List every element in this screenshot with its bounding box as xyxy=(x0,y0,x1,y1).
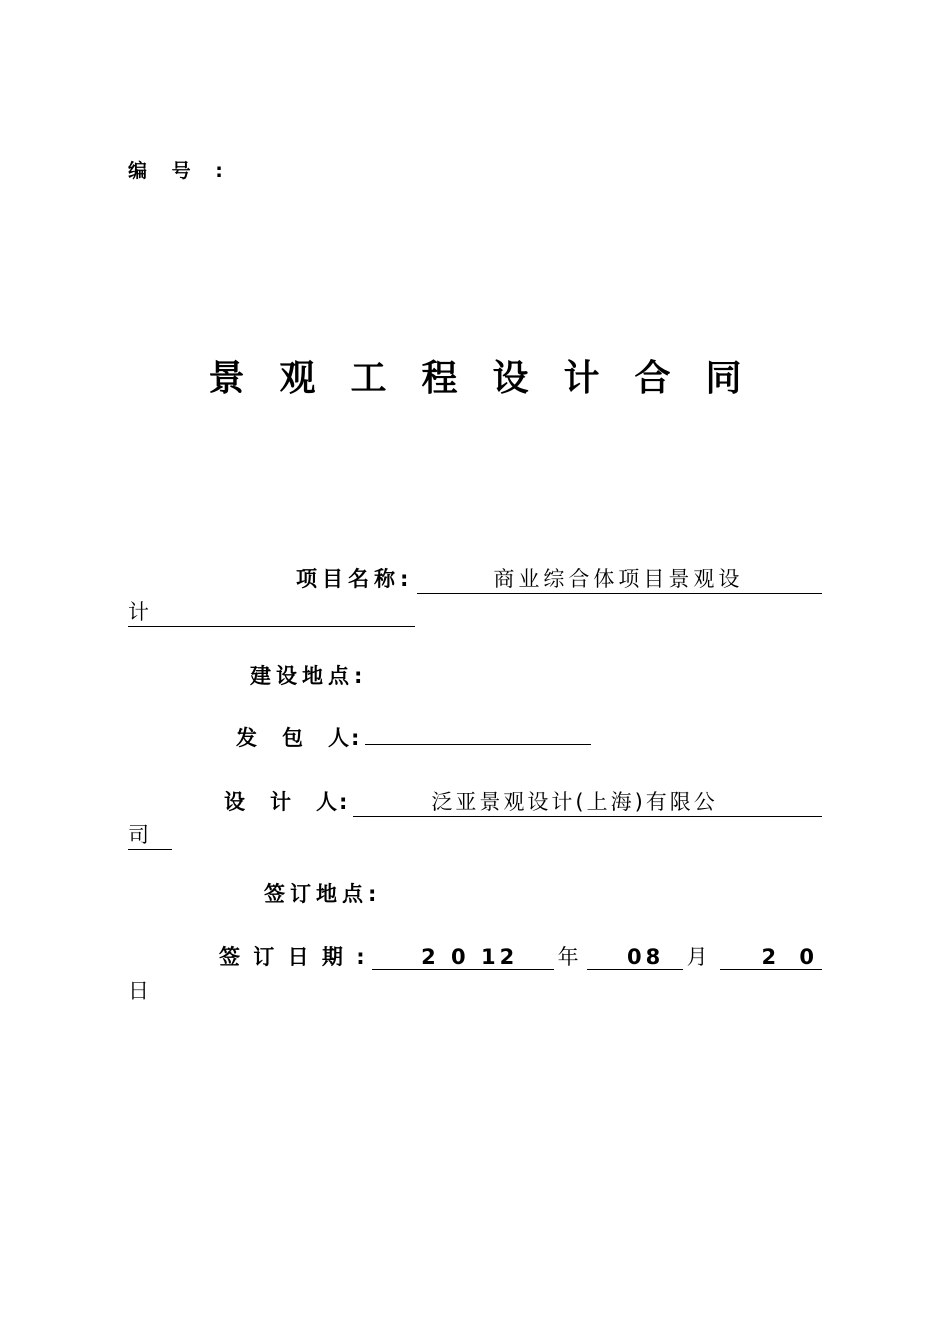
title-char: 合 xyxy=(634,358,671,399)
designer-value: 泛亚景观设计(上海)有限公 xyxy=(353,786,822,817)
signing-date-label: 签 订 日 期 : xyxy=(219,945,368,969)
title-char: 同 xyxy=(705,358,742,399)
day-unit: 日 xyxy=(128,979,153,1003)
year-unit: 年 xyxy=(557,945,583,969)
signing-day-value: 2 0 xyxy=(720,945,822,970)
title-char: 设 xyxy=(492,358,529,399)
title-char: 程 xyxy=(421,358,458,399)
project-name-value-wrap: 计 xyxy=(128,596,415,627)
title-char: 景 xyxy=(208,358,245,399)
document-title xyxy=(0,350,950,401)
title-char: 计 xyxy=(563,358,600,399)
client-row xyxy=(236,722,591,752)
construction-location-label: 建设地点: xyxy=(250,664,368,688)
title-char: 观 xyxy=(279,358,316,399)
month-unit: 月 xyxy=(686,945,712,969)
project-name-row xyxy=(296,563,822,594)
signing-year-value: 2 0 12 xyxy=(372,945,554,970)
designer-label: 设 计 人: xyxy=(224,790,350,814)
project-name-value: 商业综合体项目景观设 xyxy=(417,563,822,594)
signing-location-label: 签订地点: xyxy=(264,882,382,906)
signing-date-row xyxy=(219,941,822,971)
client-label: 发 包 人: xyxy=(236,726,362,750)
designer-value-wrap: 司 xyxy=(128,819,172,850)
serial-number-label: 编 号 : xyxy=(128,160,232,182)
client-blank xyxy=(365,722,591,745)
designer-row xyxy=(224,786,822,817)
project-name-label: 项目名称: xyxy=(296,567,414,591)
title-char: 工 xyxy=(350,358,387,399)
signing-month-value: 08 xyxy=(587,945,683,970)
